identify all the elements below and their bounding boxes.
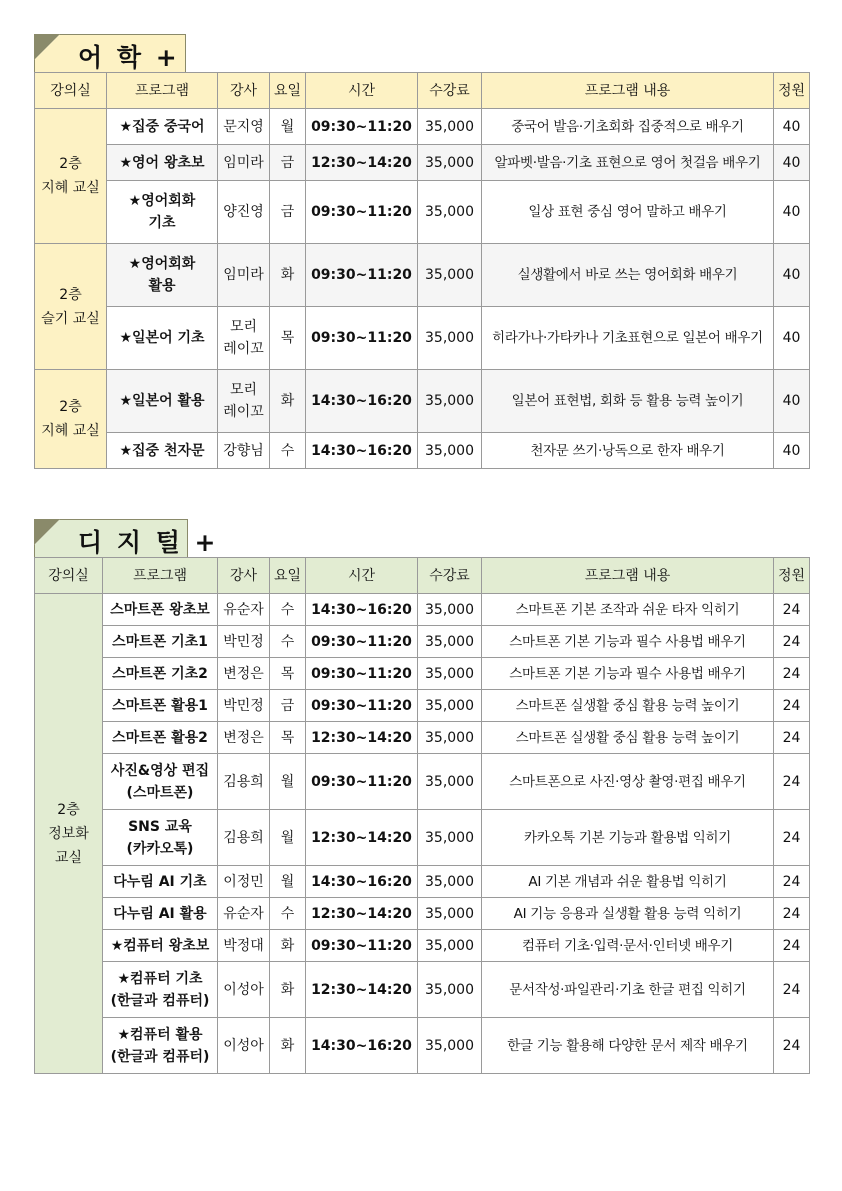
teacher-name-line: 박민정 xyxy=(223,633,264,650)
content-cell: 컴퓨터 기초·입력·문서·인터넷 배우기 xyxy=(482,930,774,962)
column-header-teacher: 강사 xyxy=(218,558,270,594)
program-cell xyxy=(107,109,218,145)
time-cell: 12:30~14:20 xyxy=(306,962,418,1018)
teacher-cell xyxy=(218,1018,270,1074)
capacity-cell: 40 xyxy=(774,145,810,181)
table-row xyxy=(35,145,810,181)
program-cell xyxy=(107,307,218,370)
capacity-cell: 24 xyxy=(774,658,810,690)
time-cell: 09:30~11:20 xyxy=(306,109,418,145)
content-cell: 문서작성·파일관리·기초 한글 편집 익히기 xyxy=(482,962,774,1018)
teacher-cell xyxy=(218,898,270,930)
table-row xyxy=(35,690,810,722)
teacher-cell xyxy=(218,370,270,433)
room-cell xyxy=(35,109,107,244)
fee-cell: 35,000 xyxy=(418,722,482,754)
program-name-line: 다누림 AI 활용 xyxy=(113,905,207,922)
time-cell: 12:30~14:20 xyxy=(306,898,418,930)
column-header-capacity: 정원 xyxy=(774,73,810,109)
time-cell: 14:30~16:20 xyxy=(306,1018,418,1074)
digital-section-title: 디 지 털 + xyxy=(78,528,219,557)
teacher-name-line: 임미라 xyxy=(223,267,264,283)
capacity-cell: 24 xyxy=(774,722,810,754)
language-section-title: 어 학 + xyxy=(78,43,180,72)
program-name-line: ★집중 천자문 xyxy=(119,442,205,459)
program-cell xyxy=(107,244,218,307)
time-cell: 09:30~11:20 xyxy=(306,690,418,722)
room-label-line: 슬기 교실 xyxy=(41,310,100,327)
day-cell: 화 xyxy=(270,1018,306,1074)
program-name-line: ★컴퓨터 기초 xyxy=(117,970,203,987)
room-cell xyxy=(35,594,103,1074)
table-row xyxy=(35,722,810,754)
content-cell: AI 기본 개념과 쉬운 활용법 익히기 xyxy=(482,866,774,898)
capacity-cell: 24 xyxy=(774,690,810,722)
table-row xyxy=(35,433,810,469)
program-name-line: ★컴퓨터 왕초보 xyxy=(110,937,210,954)
capacity-cell: 40 xyxy=(774,370,810,433)
teacher-cell xyxy=(218,690,270,722)
capacity-cell: 40 xyxy=(774,433,810,469)
program-name-line: ★집중 중국어 xyxy=(119,118,205,135)
program-name-line: 스마트폰 기초2 xyxy=(112,665,208,682)
day-cell: 수 xyxy=(270,626,306,658)
capacity-cell: 24 xyxy=(774,866,810,898)
fee-cell: 35,000 xyxy=(418,244,482,307)
column-header-teacher: 강사 xyxy=(218,73,270,109)
time-cell: 09:30~11:20 xyxy=(306,658,418,690)
time-cell: 14:30~16:20 xyxy=(306,594,418,626)
fee-cell: 35,000 xyxy=(418,930,482,962)
capacity-cell: 24 xyxy=(774,754,810,810)
teacher-name-line: 김용희 xyxy=(223,773,264,790)
program-cell xyxy=(103,866,218,898)
column-header-day: 요일 xyxy=(270,73,306,109)
time-cell: 14:30~16:20 xyxy=(306,866,418,898)
time-cell: 14:30~16:20 xyxy=(306,433,418,469)
table-row xyxy=(35,626,810,658)
program-name-line: 사진&영상 편집 xyxy=(110,762,210,779)
time-cell: 14:30~16:20 xyxy=(306,370,418,433)
day-cell: 화 xyxy=(270,244,306,307)
fee-cell: 35,000 xyxy=(418,181,482,244)
table-row xyxy=(35,866,810,898)
capacity-cell: 40 xyxy=(774,181,810,244)
teacher-name-line: 모리 xyxy=(229,382,258,398)
room-cell xyxy=(35,370,107,469)
teacher-cell xyxy=(218,109,270,145)
content-cell: 스마트폰 기본 기능과 필수 사용법 배우기 xyxy=(482,626,774,658)
fee-cell: 35,000 xyxy=(418,145,482,181)
teacher-name-line: 강향님 xyxy=(223,442,264,459)
program-cell xyxy=(107,433,218,469)
table-row xyxy=(35,930,810,962)
day-cell: 수 xyxy=(270,898,306,930)
teacher-name-line: 변정은 xyxy=(223,729,264,746)
content-cell: 스마트폰으로 사진·영상 촬영·편집 배우기 xyxy=(482,754,774,810)
room-label-line: 지혜 교실 xyxy=(41,180,100,196)
language-section-tab xyxy=(34,34,186,72)
day-cell: 월 xyxy=(270,109,306,145)
capacity-cell: 24 xyxy=(774,1018,810,1074)
fee-cell: 35,000 xyxy=(418,594,482,626)
column-header-content: 프로그램 내용 xyxy=(482,73,774,109)
content-cell: 천자문 쓰기·낭독으로 한자 배우기 xyxy=(482,433,774,469)
teacher-cell xyxy=(218,722,270,754)
day-cell: 월 xyxy=(270,754,306,810)
room-label-line: 교실 xyxy=(54,849,83,866)
program-cell xyxy=(107,370,218,433)
capacity-cell: 40 xyxy=(774,109,810,145)
table-row xyxy=(35,594,810,626)
time-cell: 09:30~11:20 xyxy=(306,244,418,307)
program-cell xyxy=(107,145,218,181)
program-name-line: (스마트폰) xyxy=(126,784,194,801)
room-cell xyxy=(35,244,107,370)
teacher-cell xyxy=(218,754,270,810)
time-cell: 12:30~14:20 xyxy=(306,810,418,866)
program-cell xyxy=(103,810,218,866)
program-cell xyxy=(107,181,218,244)
teacher-name-line: 모리 xyxy=(229,319,258,335)
room-label-line: 지혜 교실 xyxy=(41,423,100,439)
teacher-name-line: 김용희 xyxy=(223,829,264,846)
content-cell: 일본어 표현법, 회화 등 활용 능력 높이기 xyxy=(482,370,774,433)
room-label-line: 2층 xyxy=(57,801,80,818)
teacher-name-line: 유순자 xyxy=(223,905,264,922)
teacher-cell xyxy=(218,244,270,307)
program-cell xyxy=(103,690,218,722)
day-cell: 금 xyxy=(270,181,306,244)
fee-cell: 35,000 xyxy=(418,754,482,810)
capacity-cell: 24 xyxy=(774,898,810,930)
column-header-fee: 수강료 xyxy=(418,73,482,109)
table-row xyxy=(35,962,810,1018)
program-name-line: 활용 xyxy=(148,278,176,294)
teacher-cell xyxy=(218,930,270,962)
fee-cell: 35,000 xyxy=(418,690,482,722)
teacher-cell xyxy=(218,962,270,1018)
column-header-room: 강의실 xyxy=(35,73,107,109)
day-cell: 금 xyxy=(270,145,306,181)
room-label-line: 2층 xyxy=(59,156,82,172)
program-cell xyxy=(103,1018,218,1074)
day-cell: 화 xyxy=(270,370,306,433)
program-name-line: (카카오톡) xyxy=(126,840,194,857)
capacity-cell: 24 xyxy=(774,810,810,866)
teacher-cell xyxy=(218,866,270,898)
fee-cell: 35,000 xyxy=(418,658,482,690)
room-label-line: 정보화 xyxy=(48,825,89,842)
teacher-cell xyxy=(218,658,270,690)
fee-cell: 35,000 xyxy=(418,109,482,145)
capacity-cell: 24 xyxy=(774,594,810,626)
teacher-name-line: 레이꼬 xyxy=(223,341,264,357)
table-row xyxy=(35,658,810,690)
header-row xyxy=(35,558,810,594)
column-header-program: 프로그램 xyxy=(107,73,218,109)
content-cell: 히라가나·가타카나 기초표현으로 일본어 배우기 xyxy=(482,307,774,370)
capacity-cell: 24 xyxy=(774,626,810,658)
column-header-content: 프로그램 내용 xyxy=(482,558,774,594)
fee-cell: 35,000 xyxy=(418,898,482,930)
content-cell: 일상 표현 중심 영어 말하고 배우기 xyxy=(482,181,774,244)
teacher-cell xyxy=(218,594,270,626)
table-row xyxy=(35,109,810,145)
column-header-fee: 수강료 xyxy=(418,558,482,594)
program-name-line: 스마트폰 기초1 xyxy=(112,633,208,650)
teacher-name-line: 임미라 xyxy=(223,154,264,171)
teacher-cell xyxy=(218,626,270,658)
teacher-cell xyxy=(218,307,270,370)
column-header-capacity: 정원 xyxy=(774,558,810,594)
teacher-cell xyxy=(218,181,270,244)
content-cell: 한글 기능 활용해 다양한 문서 제작 배우기 xyxy=(482,1018,774,1074)
program-name-line: 스마트폰 활용1 xyxy=(112,697,208,714)
day-cell: 월 xyxy=(270,866,306,898)
capacity-cell: 40 xyxy=(774,307,810,370)
content-cell: 카카오톡 기본 기능과 활용법 익히기 xyxy=(482,810,774,866)
program-cell xyxy=(103,722,218,754)
column-header-time: 시간 xyxy=(306,558,418,594)
column-header-time: 시간 xyxy=(306,73,418,109)
table-row xyxy=(35,810,810,866)
content-cell: 실생활에서 바로 쓰는 영어회화 배우기 xyxy=(482,244,774,307)
teacher-name-line: 양진영 xyxy=(223,204,264,220)
table-row xyxy=(35,1018,810,1074)
fee-cell: 35,000 xyxy=(418,626,482,658)
program-name-line: (한글과 컴퓨터) xyxy=(110,1048,210,1065)
time-cell: 09:30~11:20 xyxy=(306,626,418,658)
program-cell xyxy=(103,930,218,962)
room-label-line: 2층 xyxy=(59,286,82,303)
program-cell xyxy=(103,658,218,690)
program-name-line: SNS 교육 xyxy=(128,818,192,835)
column-header-program: 프로그램 xyxy=(103,558,218,594)
capacity-cell: 24 xyxy=(774,930,810,962)
program-name-line: ★일본어 기초 xyxy=(119,330,205,346)
fee-cell: 35,000 xyxy=(418,370,482,433)
digital-section-tab xyxy=(34,519,219,557)
table-row xyxy=(35,244,810,307)
program-cell xyxy=(103,962,218,1018)
program-cell xyxy=(103,626,218,658)
program-name-line: ★컴퓨터 활용 xyxy=(117,1026,203,1043)
time-cell: 09:30~11:20 xyxy=(306,181,418,244)
program-name-line: ★영어회화 xyxy=(128,256,196,272)
header-row xyxy=(35,73,810,109)
program-name-line: 다누림 AI 기초 xyxy=(113,873,207,890)
day-cell: 화 xyxy=(270,962,306,1018)
digital-table xyxy=(34,557,810,1074)
program-name-line: 기초 xyxy=(148,215,176,231)
column-header-room: 강의실 xyxy=(35,558,103,594)
table-row xyxy=(35,898,810,930)
table-row xyxy=(35,181,810,244)
fee-cell: 35,000 xyxy=(418,307,482,370)
program-name-line: 스마트폰 왕초보 xyxy=(110,601,210,618)
day-cell: 화 xyxy=(270,930,306,962)
program-cell xyxy=(103,898,218,930)
teacher-name-line: 유순자 xyxy=(223,601,264,618)
fee-cell: 35,000 xyxy=(418,433,482,469)
time-cell: 09:30~11:20 xyxy=(306,307,418,370)
content-cell: AI 기능 응용과 실생활 활용 능력 익히기 xyxy=(482,898,774,930)
time-cell: 09:30~11:20 xyxy=(306,930,418,962)
table-row xyxy=(35,307,810,370)
program-cell xyxy=(103,594,218,626)
capacity-cell: 40 xyxy=(774,244,810,307)
fee-cell: 35,000 xyxy=(418,1018,482,1074)
content-cell: 스마트폰 기본 기능과 필수 사용법 배우기 xyxy=(482,658,774,690)
day-cell: 목 xyxy=(270,722,306,754)
teacher-name-line: 이정민 xyxy=(223,873,264,890)
teacher-name-line: 이성아 xyxy=(223,1037,264,1054)
day-cell: 목 xyxy=(270,307,306,370)
capacity-cell: 24 xyxy=(774,962,810,1018)
program-name-line: ★영어 왕초보 xyxy=(119,154,205,171)
program-name-line: ★영어회화 xyxy=(128,193,196,209)
room-label-line: 2층 xyxy=(59,399,82,415)
day-cell: 금 xyxy=(270,690,306,722)
content-cell: 스마트폰 실생활 중심 활용 능력 높이기 xyxy=(482,722,774,754)
teacher-name-line: 박정대 xyxy=(223,937,264,954)
program-name-line: (한글과 컴퓨터) xyxy=(110,992,210,1009)
day-cell: 목 xyxy=(270,658,306,690)
program-cell xyxy=(103,754,218,810)
teacher-name-line: 박민정 xyxy=(223,697,264,714)
time-cell: 09:30~11:20 xyxy=(306,754,418,810)
fee-cell: 35,000 xyxy=(418,962,482,1018)
fee-cell: 35,000 xyxy=(418,866,482,898)
day-cell: 수 xyxy=(270,433,306,469)
program-name-line: ★일본어 활용 xyxy=(119,393,205,409)
teacher-cell xyxy=(218,145,270,181)
teacher-name-line: 레이꼬 xyxy=(223,404,264,420)
content-cell: 중국어 발음·기초회화 집중적으로 배우기 xyxy=(482,109,774,145)
teacher-name-line: 변정은 xyxy=(223,665,264,682)
teacher-cell xyxy=(218,433,270,469)
fee-cell: 35,000 xyxy=(418,810,482,866)
teacher-name-line: 문지영 xyxy=(223,118,264,135)
day-cell: 월 xyxy=(270,810,306,866)
day-cell: 수 xyxy=(270,594,306,626)
teacher-name-line: 이성아 xyxy=(223,981,264,998)
content-cell: 스마트폰 실생활 중심 활용 능력 높이기 xyxy=(482,690,774,722)
teacher-cell xyxy=(218,810,270,866)
time-cell: 12:30~14:20 xyxy=(306,145,418,181)
column-header-day: 요일 xyxy=(270,558,306,594)
table-row xyxy=(35,754,810,810)
content-cell: 알파벳·발음·기초 표현으로 영어 첫걸음 배우기 xyxy=(482,145,774,181)
time-cell: 12:30~14:20 xyxy=(306,722,418,754)
language-table xyxy=(34,72,810,469)
content-cell: 스마트폰 기본 조작과 쉬운 타자 익히기 xyxy=(482,594,774,626)
table-row xyxy=(35,370,810,433)
program-name-line: 스마트폰 활용2 xyxy=(112,729,208,746)
